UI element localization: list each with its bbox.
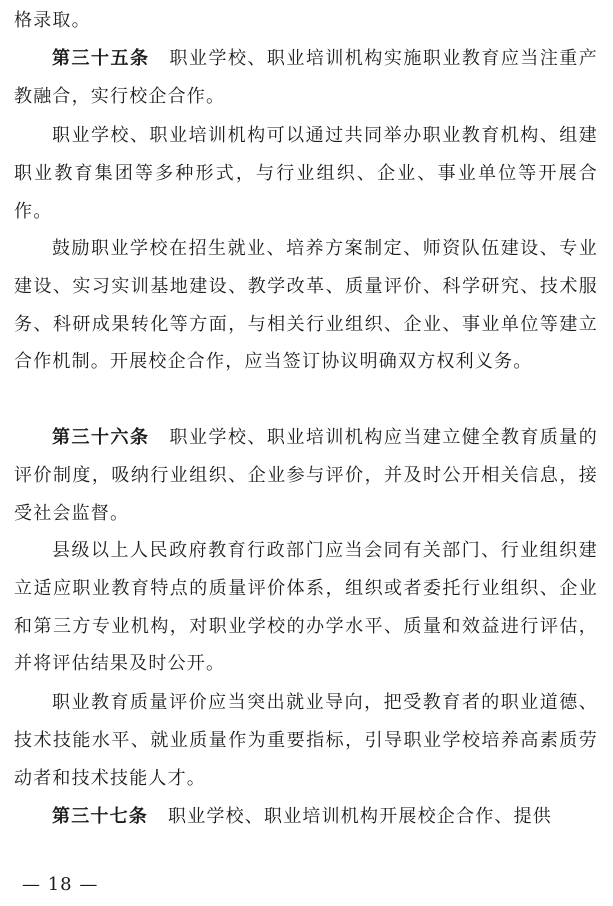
paragraph: [14, 684, 598, 797]
paragraph-text: 职业教育质量评价应当突出就业导向，把受教育者的职业道德、技术技能水平、就业质量作为重要指标，引导职业学校培养高素质劳动者和技术技能人才。: [14, 692, 598, 789]
paragraph-text: 县级以上人民政府教育行政部门应当会同有关部门、行业组织建立适应职业教育特点的质量评价体系，组织或者委托行业组织、企业和第三方专业机构，对职业学校的办学水平、质量和效益进行评估，并将评估结果及时公开。: [14, 540, 598, 675]
paragraph: [14, 117, 598, 230]
paragraph-text: 职业学校、职业培训机构可以通过共同举办职业教育机构、组建职业教育集团等多种形式，与行业组织、企业、事业单位等开展合作。: [14, 125, 598, 222]
article-37-paragraph: [14, 798, 598, 836]
paragraph-text: 格录取。: [14, 10, 91, 31]
article-heading: 第三十七条: [52, 806, 148, 827]
page-number: — 18 —: [22, 874, 99, 895]
article-heading: 第三十五条: [52, 48, 150, 69]
article-35-paragraph: [14, 40, 598, 116]
paragraph-text: 职业学校、职业培训机构实施职业教育应当注重产教融合，实行校企合作。: [14, 48, 598, 107]
paragraph-continuation: [14, 2, 598, 40]
article-36-paragraph: [14, 419, 598, 532]
paragraph: [14, 532, 598, 683]
paragraph-text: 职业学校、职业培训机构应当建立健全教育质量的评价制度，吸纳行业组织、企业参与评价，并及时公开相关信息，接受社会监督。: [14, 427, 598, 524]
article-heading: 第三十六条: [52, 427, 150, 448]
paragraph: [14, 230, 598, 381]
paragraph-text: 鼓励职业学校在招生就业、培养方案制定、师资队伍建设、专业建设、实习实训基地建设、教学改革、质量评价、科学研究、技术服务、科研成果转化等方面，与相关行业组织、企业、事业单位等建立合作机制。开展校企合作，应当签订协议明确双方权利义务。: [14, 238, 598, 373]
paragraph-text: 职业学校、职业培训机构开展校企合作、提供: [168, 806, 552, 827]
